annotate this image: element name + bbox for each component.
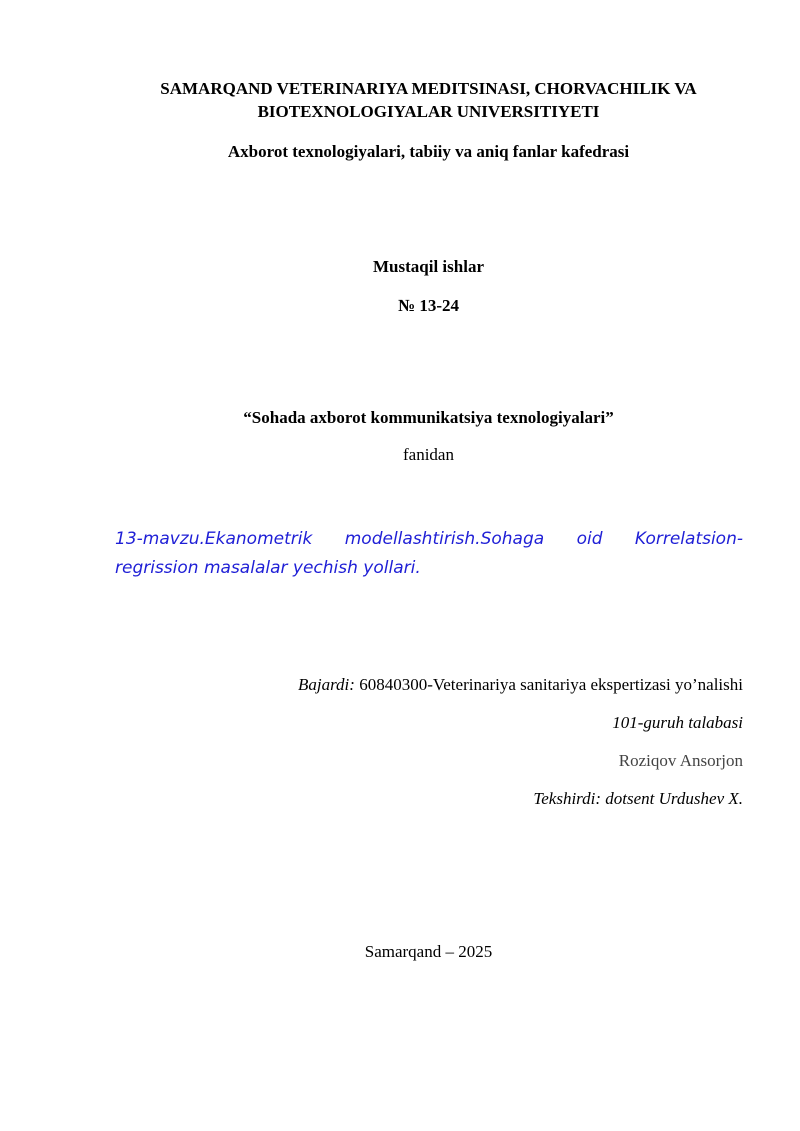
checked-by: Tekshirdi: dotsent Urdushev X. xyxy=(533,789,743,808)
performed-by-label: Bajardi: xyxy=(297,675,355,694)
work-number: № 13-24 xyxy=(398,296,459,315)
topic-text: 13-mavzu.Ekanometrik modellashtirish.Sohaga oid Korrelatsion-regrission masalalar yechish yollari. xyxy=(115,529,743,578)
subject-name: “Sohada axborot kommunikatsiya texnologiyalari” xyxy=(243,408,614,427)
department-name: Axborot texnologiyalari, tabiiy va aniq fanlar kafedrasi xyxy=(227,142,630,161)
student-group: 101-guruh talabasi xyxy=(612,713,743,732)
university-name: SAMARQAND VETERINARIYA MEDITSINASI, CHORVACHILIK VA BIOTEXNOLOGIYALAR UNIVERSITIYETI xyxy=(160,79,697,121)
subject-suffix: fanidan xyxy=(403,445,454,464)
student-name: Roziqov Ansorjon xyxy=(618,751,743,770)
work-title: Mustaqil ishlar xyxy=(373,257,484,276)
performed-by-value: 60840300-Veterinariya sanitariya ekspertizasi yo’nalishi xyxy=(359,675,743,694)
place-and-year: Samarqand – 2025 xyxy=(364,942,493,961)
performed-by-line xyxy=(298,674,743,696)
